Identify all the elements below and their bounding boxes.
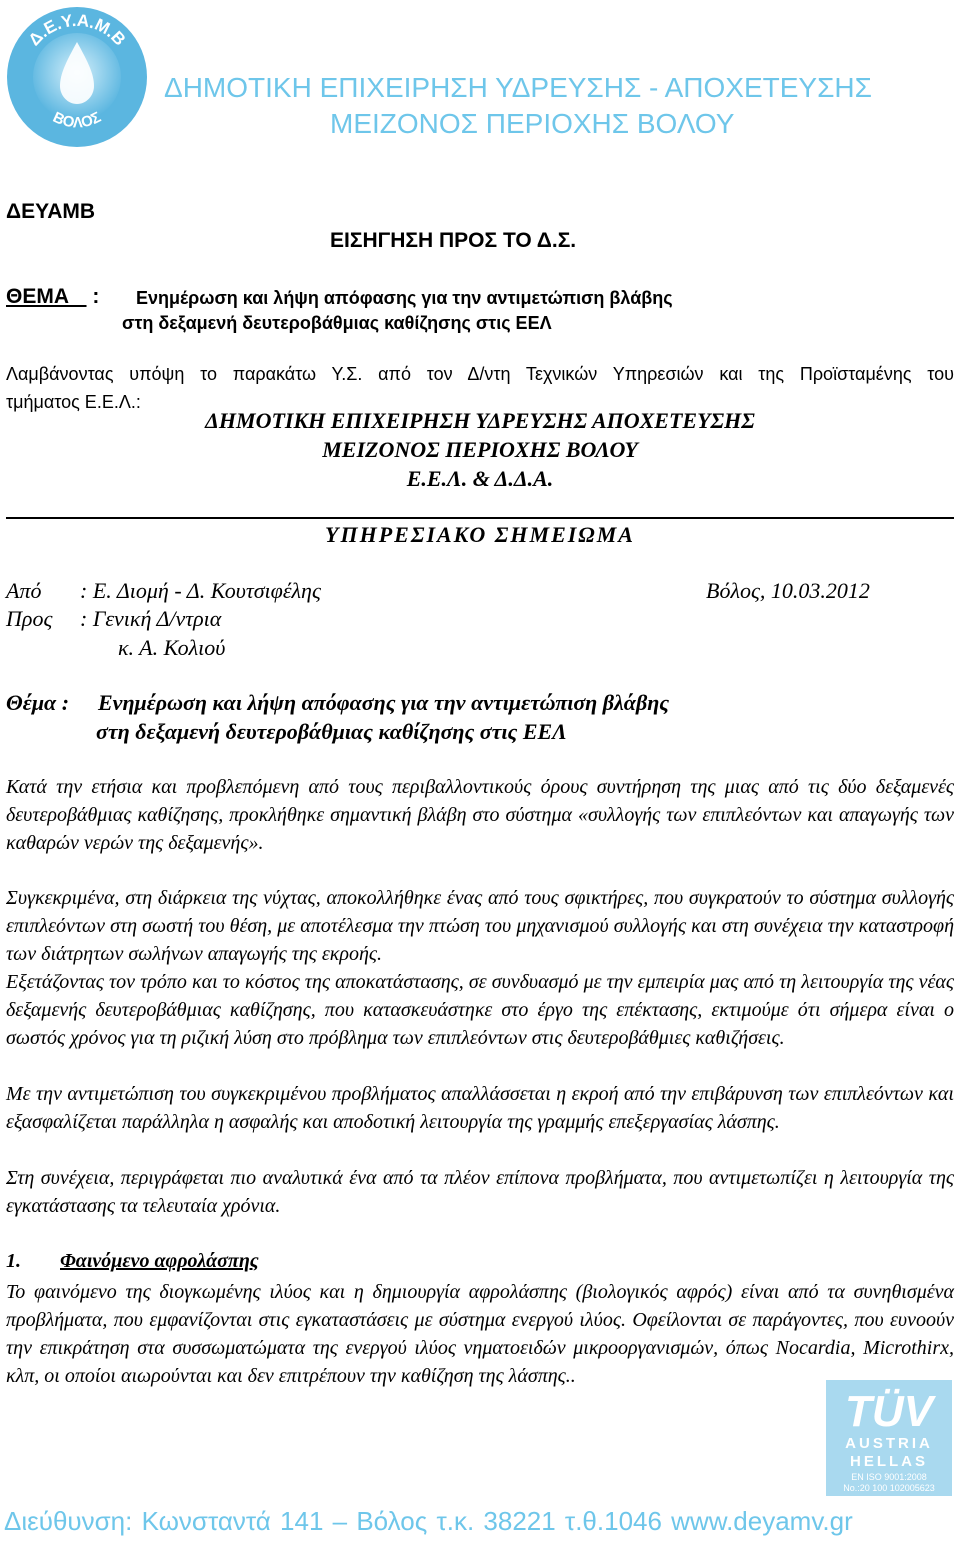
logo-bottom-text: ΒΟΛΟΣ [50, 108, 104, 132]
memo-org-line3: Ε.Ε.Λ. & Δ.Δ.Α. [406, 466, 554, 491]
org-abbrev: ΔΕΥΑΜΒ [6, 200, 96, 223]
intro-line2: τμήματος Ε.Ε.Λ.: [6, 392, 141, 412]
place-date: Βόλος, 10.03.2012 [706, 578, 870, 603]
memo-subject-line1: Ενημέρωση και λήψη απόφασης για την αντιμετώπιση βλάβης [98, 690, 670, 715]
memo-subject-label: Θέμα : [6, 690, 70, 715]
footer-address: Διεύθυνση: Κωνσταντά 141 – Βόλος τ.κ. 38221 τ.θ.1046 www.deyamv.gr [4, 1506, 853, 1536]
tuv-certification-badge [826, 1380, 952, 1496]
organization-logo [4, 4, 150, 150]
body-paragraph-5: Στη συνέχεια, περιγράφεται πιο αναλυτικά ένα από τα πλέον επίπονα προβλήματα, που αντιμετωπίζει η λειτουργία της εγκατάστασης τα τελευταία χρόνια. [6, 1167, 954, 1217]
body-paragraph-6: Το φαινόμενο της διογκωμένης ιλύος και η δημιουργία αφρολάσπης (βιολογικός αφρός) είναι από τα συνηθισμένα προβλήματα, που εμφανίζονται στις εγκαταστάσεις με σύστημα ενεργού ιλύος. Οφείλονται σε παράγοντες, που ευνοούν την επικράτηση στα συσσωματώματα της ενεργού ιλύος νηματοειδών μικροοργανισμών, όπως Nocardia, Microthirx, κλπ, οι οποίοι αιωρούνται και δεν επιτρέπουν την καθίζηση της λάσπης.. [6, 1281, 954, 1387]
subject-line2: στη δεξαμενή δευτεροβάθμιας καθίζησης στις ΕΕΛ [122, 313, 552, 333]
to-value: : Γενική Δ/ντρια [80, 606, 222, 631]
logo-text: Δ.Ε.Υ.Α.Μ.Β [24, 10, 130, 50]
tuv-line2: HELLAS [850, 1453, 928, 1470]
memo-title: ΥΠΗΡΕΣΙΑΚΟ ΣΗΜΕΙΩΜΑ [325, 522, 635, 547]
tuv-line1: AUSTRIA [845, 1435, 933, 1452]
section-number: 1. [6, 1250, 21, 1272]
header-org-line1: ΔΗΜΟΤΙΚΗ ΕΠΙΧΕΙΡΗΣΗ ΥΔΡΕΥΣΗΣ - ΑΠΟΧΕΤΕΥΣΗΣ [164, 72, 872, 103]
subject-colon: : [92, 285, 100, 308]
tuv-cert-number: No.:20 100 102005623 [843, 1483, 935, 1493]
memo-org-line1: ΔΗΜΟΤΙΚΗ ΕΠΙΧΕΙΡΗΣΗ ΥΔΡΕΥΣΗΣ ΑΠΟΧΕΤΕΥΣΗΣ [205, 408, 755, 433]
section-title: Φαινόμενο αφρολάσπης [60, 1250, 259, 1272]
subject-label-text: ΘΕΜΑ [6, 285, 69, 308]
memo-divider [6, 517, 954, 519]
body-paragraph-4: Με την αντιμετώπιση του συγκεκριμένου προβλήματος απαλλάσσεται η εκροή από την επιβάρυνση των επιπλεόντων και εξασφαλίζεται παράλληλα η ασφαλής και αποδοτική λειτουργία της γραμμής επεξεργασίας λάσπης. [6, 1083, 954, 1133]
section-heading [6, 1250, 259, 1273]
tuv-brand: TÜV [845, 1387, 933, 1436]
from-value: : Ε. Διομή - Δ. Κουτσιφέλης [80, 578, 321, 603]
body-paragraph-3: Εξετάζοντας τον τρόπο και το κόστος της αποκατάστασης, σε συνδυασμό με την εμπειρία μας από τη λειτουργία της νέας δεξαμενής δευτεροβάθμιας καθίζησης, που κατασκευάστηκε στο έργο της επέκτασης, εκτιμούμε ότι σήμερα είναι ο σωστός χρόνος για τη ριζική λύση στο πρόβλημα των επιπλεόντων στις δευτεροβάθμιες καθιζήσεις. [6, 971, 954, 1049]
memo-org-line2: ΜΕΙΖΟΝΟΣ ΠΕΡΙΟΧΗΣ ΒΟΛΟΥ [322, 437, 638, 462]
body-paragraph-2: Συγκεκριμένα, στη διάρκεια της νύχτας, αποκολλήθηκε ένας από τους σφικτήρες, που συγκρατούν το σύστημα συλλογής επιπλεόντων στη σωστή του θέση, με αποτέλεσμα την πτώση του μηχανισμού συλλογής και στη συνέχεια την καταστροφή των διάτρητων σωλήνων απαγωγής της εκροής. [6, 887, 954, 965]
from-label: Από [6, 578, 42, 603]
intro-line1: Λαμβάνοντας υπόψη το παρακάτω Υ.Σ. από τον Δ/ντη Τεχνικών Υπηρεσιών και της Προϊσταμένης του [6, 364, 954, 384]
header-org-line2: ΜΕΙΖΟΝΟΣ ΠΕΡΙΟΧΗΣ ΒΟΛΟΥ [330, 108, 735, 139]
memo-subject-line2: στη δεξαμενή δευτεροβάθμιας καθίζησης στις ΕΕΛ [96, 719, 567, 744]
to-name: κ. Α. Κολιού [118, 635, 226, 660]
subject-label [6, 285, 99, 309]
to-label: Προς [6, 606, 53, 631]
subject-line1: Ενημέρωση και λήψη απόφασης για την αντιμετώπιση βλάβης [136, 288, 673, 308]
body-paragraph-1: Κατά την ετήσια και προβλεπόμενη από τους περιβαλλοντικούς όρους συντήρηση της μιας από τις δύο δεξαμενές δευτεροβάθμιας καθίζησης, προκλήθηκε σημαντική βλάβη στο σύστημα «συλλογής των επιπλεόντων και απαγωγής των καθαρών νερών της δεξαμενής». [6, 776, 954, 854]
proposal-title: ΕΙΣΗΓΗΣΗ ΠΡΟΣ ΤΟ Δ.Σ. [330, 229, 577, 252]
tuv-standard: EN ISO 9001:2008 [851, 1472, 927, 1482]
